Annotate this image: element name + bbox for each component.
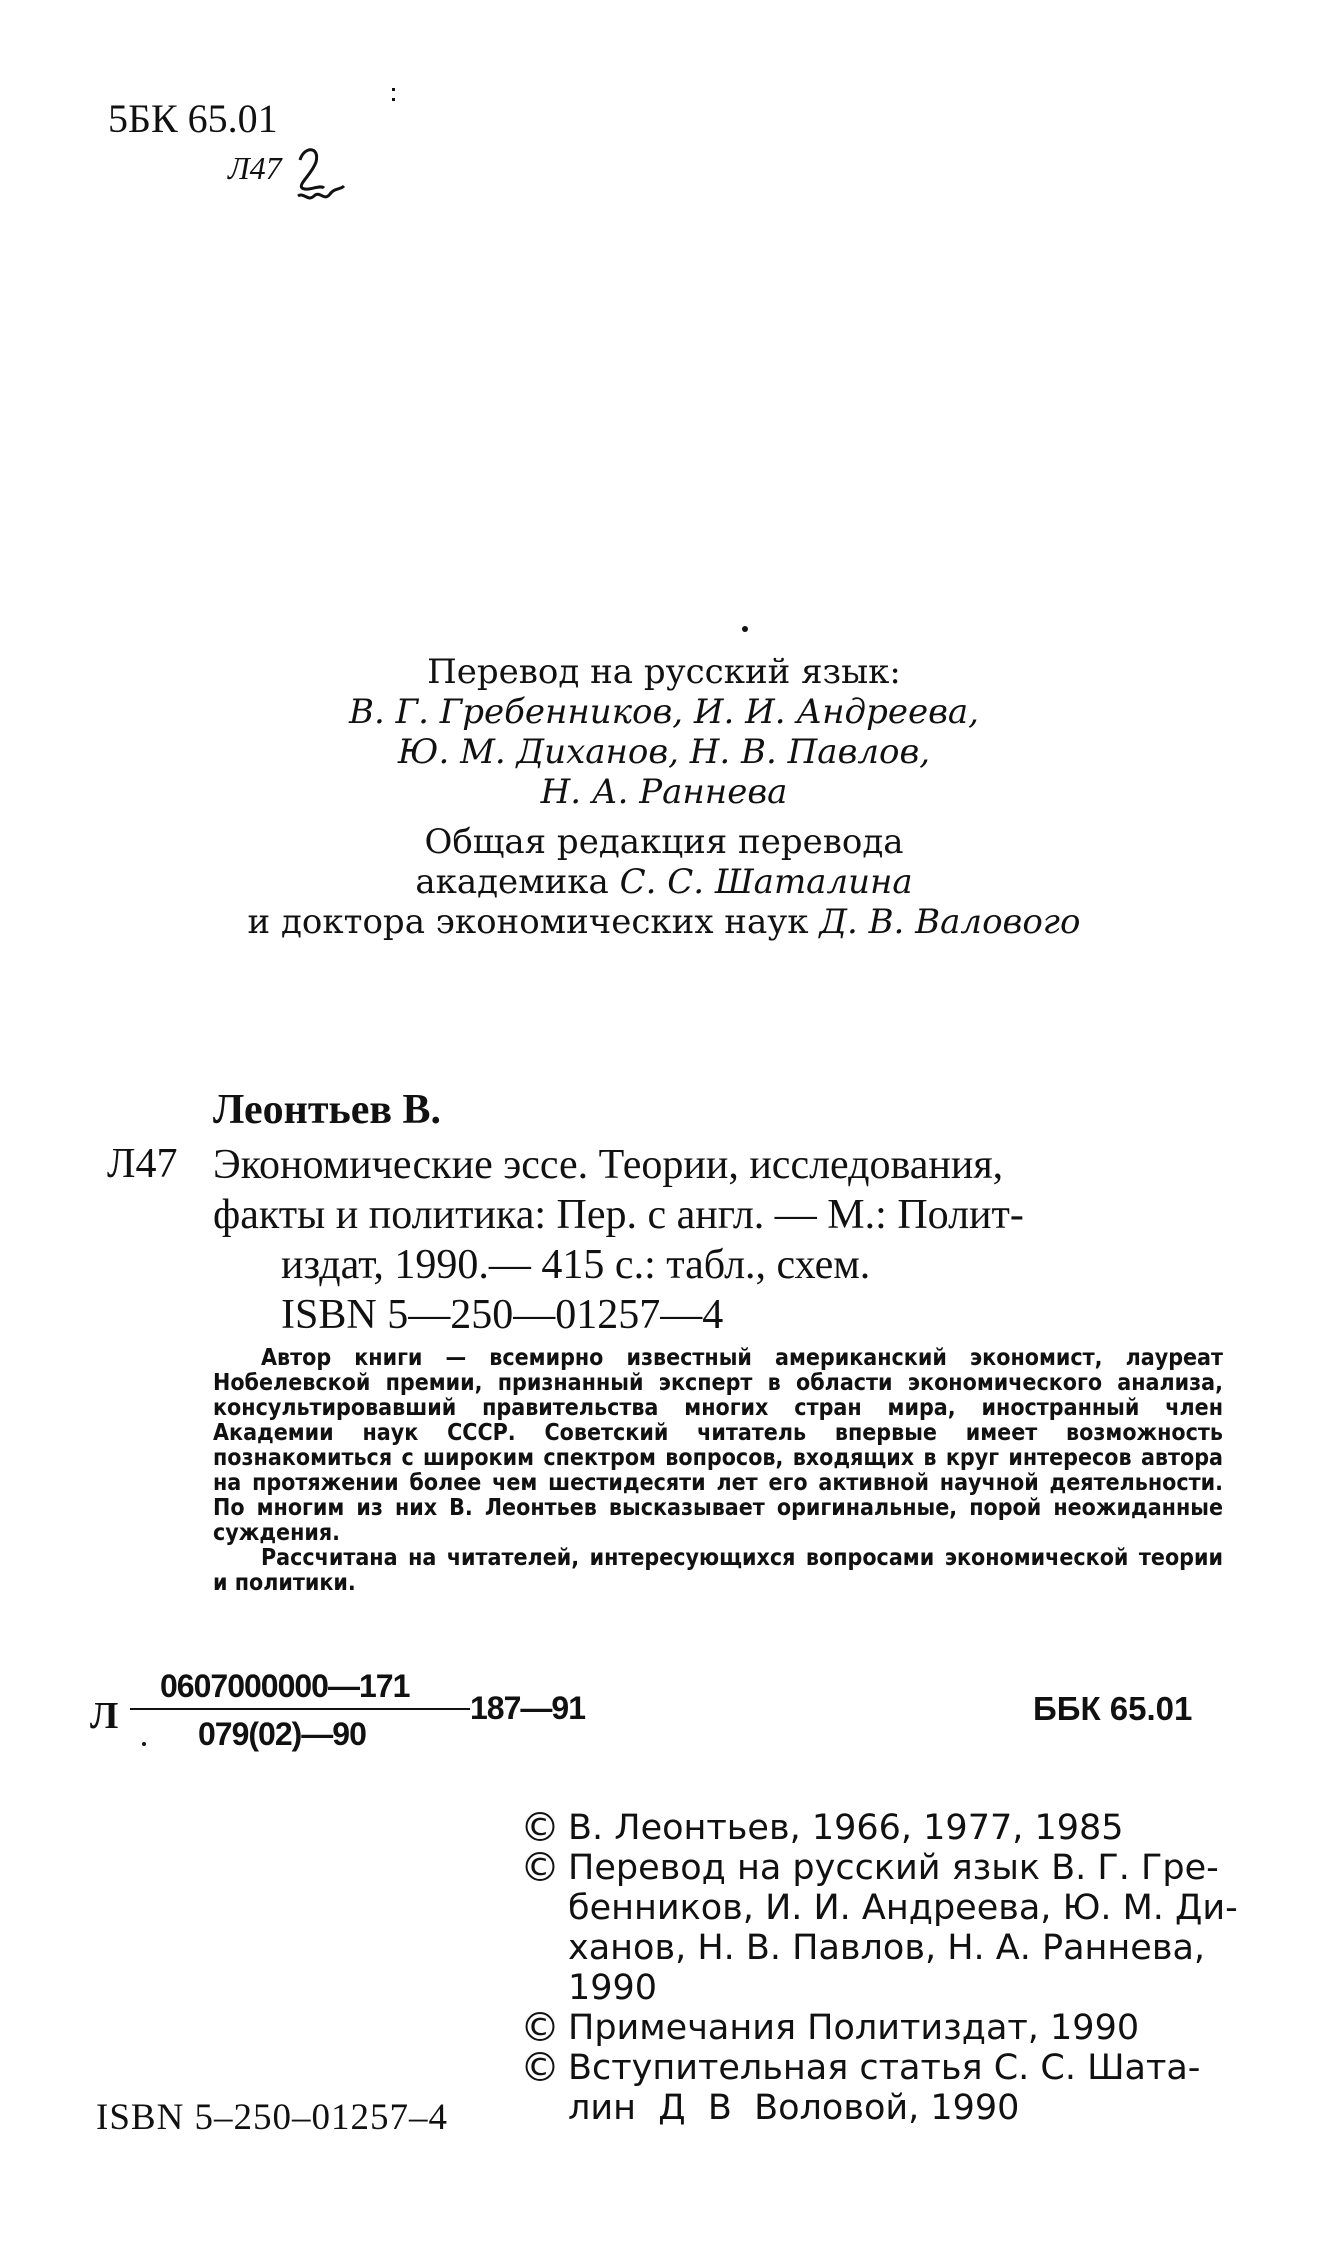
print-speck bbox=[142, 1742, 146, 1746]
copyright-row bbox=[520, 2045, 1230, 2128]
bbk-classification: 5БК 65.01 bbox=[108, 96, 278, 141]
translation-heading: Перевод на русский язык: bbox=[427, 652, 901, 692]
editor-title: и доктора экономических наук bbox=[247, 902, 820, 942]
index-letter: Л bbox=[90, 1695, 119, 1737]
copyright-block bbox=[520, 1805, 1238, 2128]
editing-heading: Общая редакция перевода bbox=[424, 822, 904, 862]
print-speck bbox=[392, 88, 395, 91]
translators-line: Н. А. Раннева bbox=[540, 772, 788, 812]
annotation bbox=[213, 1346, 1223, 1596]
copyright-text: Вступительная статья С. С. Шата- лин Д В Воловой, 1990 bbox=[568, 2048, 1201, 2128]
isbn-bottom: ISBN 5–250–01257–4 bbox=[96, 2097, 449, 2138]
author-code: Л47 bbox=[228, 150, 282, 186]
editor-line bbox=[0, 902, 1328, 942]
editing-credits bbox=[0, 822, 1328, 942]
title-line: факты и политика: Пер. с англ. — М.: Полит- bbox=[213, 1192, 1024, 1238]
bbk-bottom: ББК 65.01 bbox=[1033, 1690, 1193, 1727]
fraction-line bbox=[130, 1708, 470, 1710]
editor-name: С. С. Шаталина bbox=[619, 862, 913, 902]
print-speck bbox=[392, 98, 395, 101]
editor-name: Д. В. Валового bbox=[819, 902, 1081, 942]
copyright-row bbox=[520, 2005, 1230, 2051]
copyright-text: Примечания Политиздат, 1990 bbox=[568, 2008, 1140, 2048]
editor-title: академика bbox=[415, 862, 620, 902]
translators-line: В. Г. Гребенников, И. И. Андреева, bbox=[349, 692, 979, 732]
copyright-icon: © bbox=[520, 2005, 560, 2051]
copyright-row bbox=[520, 1845, 1238, 2008]
translation-credits bbox=[0, 652, 1328, 812]
index-numerator: 0607000000—171 bbox=[160, 1668, 410, 1704]
handwritten-mark bbox=[290, 140, 350, 214]
translators-line: Ю. М. Диханов, Н. В. Павлов, bbox=[397, 732, 931, 772]
annotation-paragraph: Рассчитана на читателей, интересующихся вопросами экономической теории и политики. bbox=[213, 1545, 1223, 1596]
copyright-row bbox=[520, 1805, 1230, 1851]
author-name: Леонтьев В. bbox=[213, 1087, 442, 1133]
isbn-line: ISBN 5—250—01257—4 bbox=[281, 1292, 724, 1338]
print-speck bbox=[742, 626, 748, 632]
title-line: Экономические эссе. Теории, исследования, bbox=[213, 1142, 1004, 1188]
copyright-icon: © bbox=[520, 1845, 560, 1891]
index-denominator: 079(02)—90 bbox=[198, 1716, 366, 1752]
copyright-text: Перевод на русский язык В. Г. Гре- бенников, И. И. Андреева, Ю. М. Ди- ханов, Н. В. Павлов, Н. А. Раннева, 1990 bbox=[568, 1848, 1238, 2008]
editor-line bbox=[0, 862, 1328, 902]
index-side-number: 187—91 bbox=[470, 1690, 585, 1726]
entry-code: Л47 bbox=[107, 1141, 178, 1187]
bibliographic-title bbox=[213, 1140, 1223, 1340]
copyright-icon: © bbox=[520, 1805, 560, 1851]
annotation-paragraph: Автор книги — всемирно известный американский экономист, лауреат Нобелевской премии, признанный эксперт в области экономического анализа, консультировавший правительства многих стран мира, иностранный член Академии наук СССР. Советский читатель впервые имеет возможность познакомиться с широким спектром вопросов, входящих в круг интересов автора на протяжении более чем шестидесяти лет его активной научной деятельности. По многим из них В. Леонтьев высказывает оригинальные, порой неожиданные суждения. bbox=[213, 1345, 1223, 1546]
copyright-icon: © bbox=[520, 2045, 560, 2091]
title-line: издат, 1990.— 415 с.: табл., схем. bbox=[281, 1242, 871, 1288]
copyright-text: В. Леонтьев, 1966, 1977, 1985 bbox=[568, 1808, 1124, 1848]
